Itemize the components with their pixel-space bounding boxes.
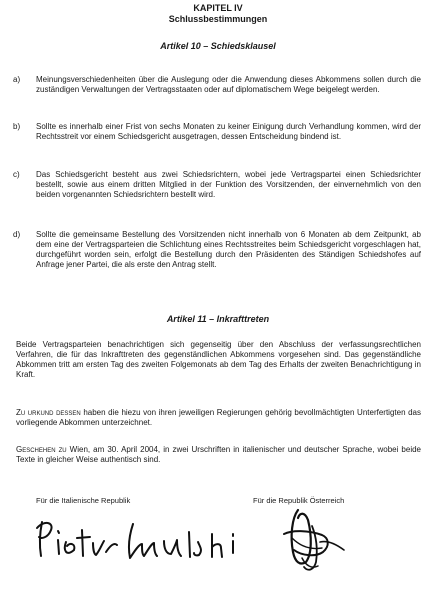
item-marker: b) [13,122,21,131]
geschehen-paragraph [16,445,421,465]
article-10-item-c [13,170,421,200]
article-11-heading: Artikel 11 – Inkrafttreten [166,314,270,324]
article-10-heading: Artikel 10 – Schiedsklausel [160,41,276,51]
zu-urkund-caps: Zu urkund dessen [16,408,81,417]
article-10-item-a [13,75,421,95]
signature-label-italy: Für die Italienische Republik [36,496,131,505]
zu-urkund-paragraph [16,408,421,428]
signature-label-austria: Für die Republik Österreich [253,496,345,505]
signature-austria [262,506,357,576]
item-text: Sollte es innerhalb einer Frist von sechs Monaten zu keiner Einigung durch Verhandlung kommen, wird der Rechtsstreit vor einem Schiedsgericht ausgetragen, dessen Entscheidung bindend ist. [36,122,421,141]
signature-italy [30,512,255,567]
geschehen-rest: Wien, am 30. April 2004, in zwei Urschriften in italienischer und deutscher Sprache, wobei beide Texte in gleicher Weise authentisch sind. [16,445,421,464]
item-marker: d) [13,230,21,239]
chapter-number: KAPITEL IV [193,3,243,13]
item-marker: c) [13,170,20,179]
chapter-title: Schlussbestimmungen [168,14,268,24]
item-text: Das Schiedsgericht besteht aus zwei Schiedsrichtern, wobei jede Vertragspartei einen Schiedsrichter bestellt, sowie aus einem dritten Mitglied in der Funktion des Vorsitzenden, der einvernehmlich von den beiden vorgenannten Schiedsrichtern bestellt wird. [36,170,421,199]
article-10-item-b [13,122,421,142]
item-text: Sollte die gemeinsame Bestellung des Vorsitzenden nicht innerhalb von 6 Monaten ab dem Zeitpunkt, ab dem eine der Vertragsparteien die Schlichtung eines Rechtsstreites beim Schiedsgericht vorgeschlagen hat, durchgeführt worden sein, erfolgt die Bestellung durch den Präsidenten des Ständigen Schiedshofes auf Anfrage jener Partei, die als erste den Antrag stellt. [36,230,421,269]
item-marker: a) [13,75,21,84]
item-text: Meinungsverschiedenheiten über die Auslegung oder die Anwendung dieses Abkommens sollen durch die zuständigen Verwaltungen der Vertragsstaaten oder auf diplomatischem Wege beigelegt werden. [36,75,421,94]
article-11-text: Beide Vertragsparteien benachrichtigen sich gegenseitig über den Abschluss der verfassungsrechtlichen Verfahren, die für das Inkrafttreten des gegenständlichen Abkommens vorgesehen sind. Das gegenständliche Abkommen tritt am ersten Tag des zweiten Folgemonats ab dem Tag des Erhalts der zweiten Benachrichtigung in Kraft. [16,340,421,379]
article-10-item-d [13,230,421,270]
geschehen-caps: Geschehen zu [16,445,67,454]
zu-urkund-rest: haben die hiezu von ihren jeweiligen Regierungen gehörig bevollmächtigten Unterfertigten das vorliegende Abkommen unterzeichnet. [16,408,422,427]
